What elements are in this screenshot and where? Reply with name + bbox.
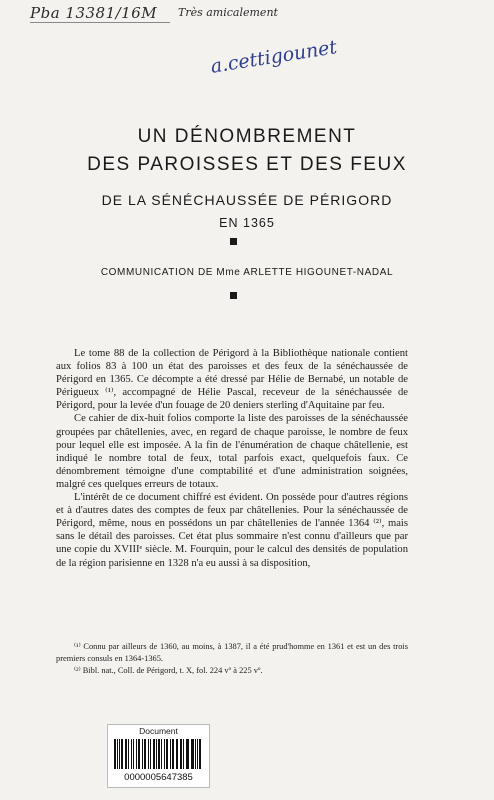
barcode-stripe [125,739,127,769]
author-signature: a.cettigounet [209,36,339,78]
barcode-stripe [161,739,162,769]
barcode-stripe [164,739,165,769]
separator-bullet [230,292,237,299]
barcode-stripe [166,739,168,769]
footnote-1: ⁽¹⁾ Connu par ailleurs de 1360, au moins, à 1387, il a été prud'homme en 1361 et est un des trois premiers consuls en 1364-1365. [56,642,408,663]
barcode-stripe [186,739,187,769]
barcode-stripe [128,739,129,769]
title-line1: UN DÉNOMBREMENT [137,126,357,147]
barcode-stripe [176,739,177,769]
paragraph-2: Ce cahier de dix-huit folios comporte la liste des paroisses de la sénéchaussée groupées par châtellenies, avec, en regard de chaque paroisse, le nombre de feux pour lequel elle est imposée. A la fin de l'énumération de chaque châtellenie, est indiqué le nombre total de feux, total parfois exact, quelquefois faux. Ce dénombrement témoigne d'une comptabilité et d'une administration soignées, malgré ces quelques erreurs de totaux. [56,413,408,490]
barcode-stripe [172,739,174,769]
barcode-stripe [158,739,160,769]
barcode-stripe [150,739,151,769]
barcode-stripe [136,739,138,769]
barcode-label-sticker [107,724,210,788]
footnote-2: ⁽²⁾ Bibl. nat., Coll. de Périgord, t. X, fol. 224 vº à 225 vº. [74,666,263,675]
barcode-stripe [133,739,134,769]
barcode-stripe [153,739,155,769]
barcode-title: Document [139,726,178,736]
barcode-stripe [131,739,132,769]
barcode-stripe [144,739,146,769]
subtitle: DE LA SÉNÉCHAUSSÉE DE PÉRIGORD [101,192,393,208]
barcode-number: 0000005647385 [124,772,193,783]
barcode-stripe [177,739,178,769]
barcode-stripe [138,739,140,769]
barcode-stripe [117,739,118,769]
shelfmark-underline [30,22,170,23]
barcode-stripe [114,739,116,769]
barcode-stripe [187,739,189,769]
barcode-stripe [195,739,196,769]
barcode-stripe [119,739,120,769]
barcode-stripe [148,739,149,769]
barcode-stripe [142,739,143,769]
paragraph-3: L'intérêt de ce document chiffré est évident. On possède pour d'autres régions et à d'autres dates des comptes de feux par châtellenies. Pour la sénéchaussée de Périgord, même, nous en possédons un par châtellenies de l'année 1364 ⁽²⁾, mais sans le détail des paroisses. Cet état plus sommaire n'est connu d'ailleurs que par une copie du XVIIIᵉ siècle. M. Fourquin, pour le calcul des densités de population de la région parisienne en 1328 n'a eu aussi à sa disposition, [56,492,408,569]
barcode-stripe [121,739,123,769]
separator-bullet [230,238,237,245]
barcode-stripe [191,739,193,769]
barcode-stripe [156,739,157,769]
paragraph-1: Le tome 88 de la collection de Périgord à la Bibliothèque nationale contient aux folios 83 à 100 un état des paroisses et des feux de la sénéchaussée de Périgord en 1365. Ce décompte a été dressé par Hélie de Bernabé, un notable de Périgueux ⁽¹⁾, accompagné de Hélie Pascal, receveur de la sénéchaussée de Périgord, pour la levée d'un fouage de 20 deniers sterling d'Aquitaine par feu. [56,348,408,412]
barcode-bars [114,739,203,769]
footnotes [56,641,408,677]
barcode-stripe [199,739,201,769]
barcode-stripe [170,739,171,769]
communication-byline: COMMUNICATION DE Mme ARLETTE HIGOUNET-NADAL [100,267,394,278]
shelfmark-annotation: Pba 13381/16M [30,4,158,22]
title-line2: DES PAROISSES ET DES FEUX [87,154,407,175]
barcode-stripe [180,739,182,769]
dedication-annotation: Très amicalement [178,6,278,19]
title-year: EN 1365 [219,216,275,230]
barcode-stripe [183,739,184,769]
barcode-stripe [197,739,198,769]
body-text [56,347,408,570]
